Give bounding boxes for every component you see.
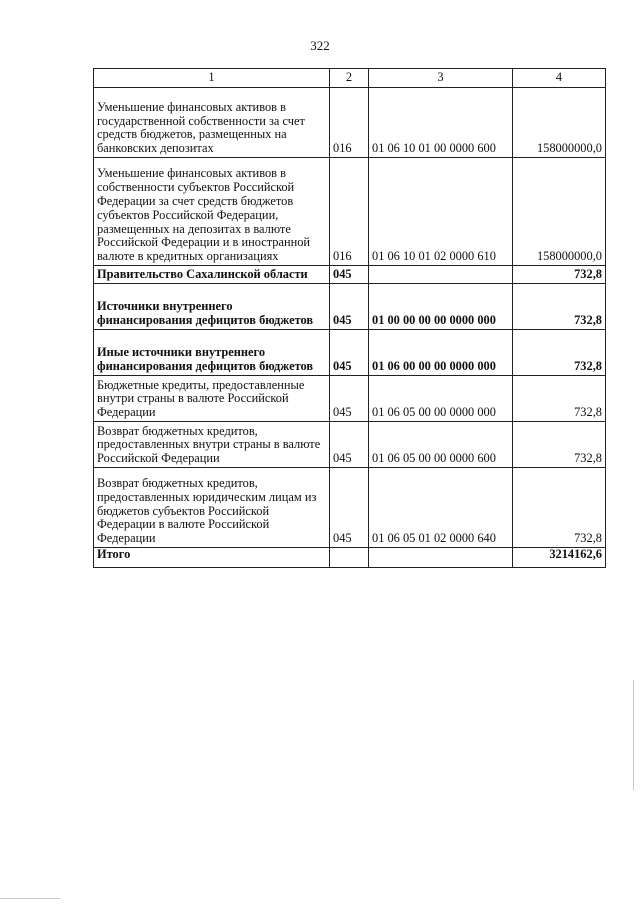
total-row xyxy=(94,548,606,568)
row-name-cell: Иные источники внутреннего финансирования дефицитов бюджетов xyxy=(94,330,330,376)
row-name-cell: Правительство Сахалинской области xyxy=(94,266,330,284)
row-admin-cell: 045 xyxy=(330,376,369,422)
row-code-cell: 01 06 05 00 00 0000 600 xyxy=(369,422,513,468)
table-header-row xyxy=(94,69,606,88)
table-row xyxy=(94,376,606,422)
row-admin-cell: 045 xyxy=(330,468,369,548)
table-row xyxy=(94,422,606,468)
table-row xyxy=(94,88,606,158)
row-amount-cell: 732,8 xyxy=(513,284,606,330)
header-cell-1: 1 xyxy=(94,69,330,88)
row-amount-cell: 732,8 xyxy=(513,422,606,468)
header-cell-2: 2 xyxy=(330,69,369,88)
row-amount-cell: 732,8 xyxy=(513,266,606,284)
table-body xyxy=(94,69,606,548)
row-admin-cell: 045 xyxy=(330,330,369,376)
total-admin-cell xyxy=(330,548,369,568)
row-admin-cell: 045 xyxy=(330,422,369,468)
row-code-cell: 01 06 05 00 00 0000 000 xyxy=(369,376,513,422)
row-code-cell: 01 06 10 01 02 0000 610 xyxy=(369,158,513,266)
row-amount-cell: 732,8 xyxy=(513,330,606,376)
table-row xyxy=(94,158,606,266)
row-name-cell: Уменьшение финансовых активов в собственности субъектов Российской Федерации за счет средств бюджетов субъектов Российской Федерации, размещенных на депозитах в валюте Российской Федерации и в иностранной валюте в кредитных организациях xyxy=(94,158,330,266)
header-cell-3: 3 xyxy=(369,69,513,88)
table-row xyxy=(94,284,606,330)
row-code-cell xyxy=(369,266,513,284)
row-amount-cell: 732,8 xyxy=(513,468,606,548)
page-number: 322 xyxy=(310,38,330,53)
total-label: Итого xyxy=(94,548,330,568)
row-admin-cell: 045 xyxy=(330,284,369,330)
row-code-cell: 01 00 00 00 00 0000 000 xyxy=(369,284,513,330)
row-code-cell: 01 06 05 01 02 0000 640 xyxy=(369,468,513,548)
total-code-cell xyxy=(369,548,513,568)
row-name-cell: Уменьшение финансовых активов в государственной собственности за счет средств бюджетов, размещенных на банковских депозитах xyxy=(94,88,330,158)
row-amount-cell: 158000000,0 xyxy=(513,158,606,266)
total-amount: 3214162,6 xyxy=(513,548,606,568)
header-cell-4: 4 xyxy=(513,69,606,88)
row-amount-cell: 158000000,0 xyxy=(513,88,606,158)
table-row xyxy=(94,468,606,548)
table-row xyxy=(94,266,606,284)
row-name-cell: Возврат бюджетных кредитов, предоставленных внутри страны в валюте Российской Федерации xyxy=(94,422,330,468)
row-admin-cell: 016 xyxy=(330,88,369,158)
scan-edge-mark xyxy=(0,898,60,899)
row-name-cell: Возврат бюджетных кредитов, предоставленных юридическим лицам из бюджетов субъектов Российской Федерации в валюте Российской Федерации xyxy=(94,468,330,548)
table-row xyxy=(94,330,606,376)
sources-table xyxy=(93,68,606,568)
scan-edge-mark xyxy=(633,680,634,790)
row-name-cell: Бюджетные кредиты, предоставленные внутри страны в валюте Российской Федерации xyxy=(94,376,330,422)
row-admin-cell: 016 xyxy=(330,158,369,266)
row-code-cell: 01 06 10 01 00 0000 600 xyxy=(369,88,513,158)
row-amount-cell: 732,8 xyxy=(513,376,606,422)
row-admin-cell: 045 xyxy=(330,266,369,284)
row-code-cell: 01 06 00 00 00 0000 000 xyxy=(369,330,513,376)
row-name-cell: Источники внутреннего финансирования дефицитов бюджетов xyxy=(94,284,330,330)
